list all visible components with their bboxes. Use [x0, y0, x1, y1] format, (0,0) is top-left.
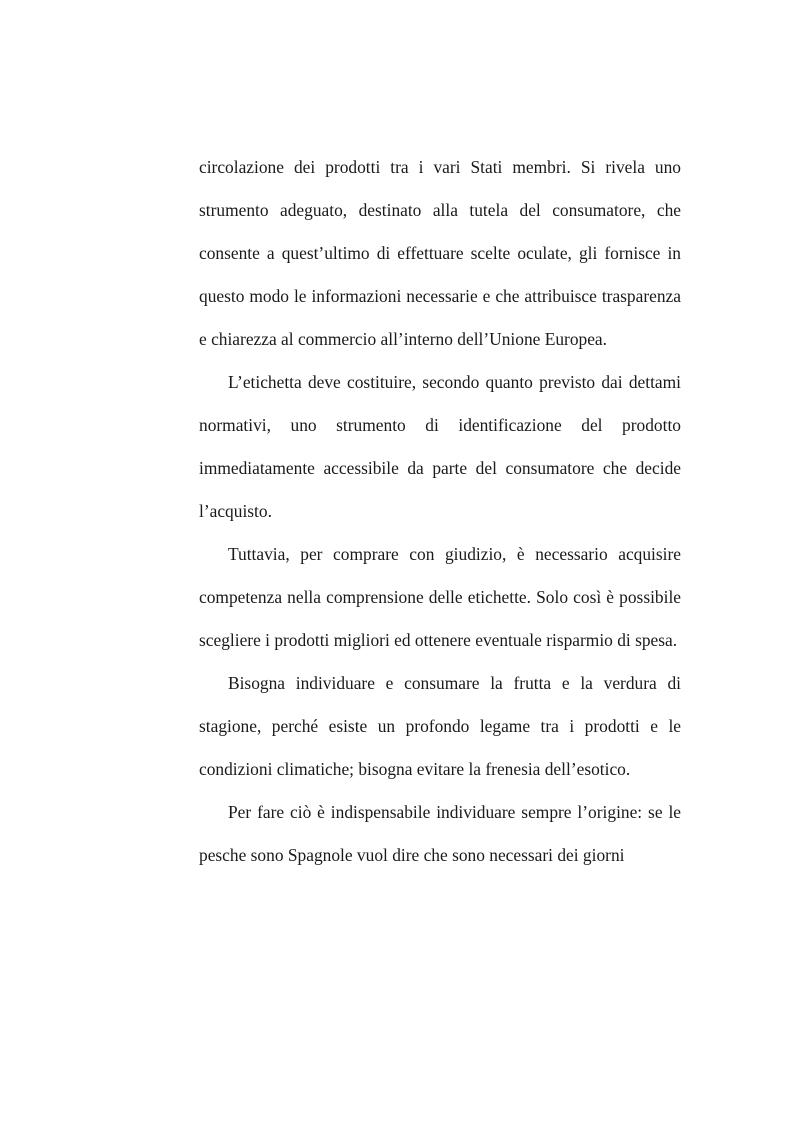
paragraph-tuttavia: Tuttavia, per comprare con giudizio, è necessario acquisire competenza nella comprensione delle etichette. Solo così è possibile scegliere i prodotti migliori ed ottenere eventuale risparmio di spesa.	[199, 544, 681, 650]
body-text	[199, 146, 681, 877]
paragraph-bisogna: Bisogna individuare e consumare la frutta e la verdura di stagione, perché esiste un profondo legame tra i prodotti e le condizioni climatiche; bisogna evitare la frenesia dell’esotico.	[199, 673, 681, 779]
paragraph-continuation: circolazione dei prodotti tra i vari Stati membri. Si rivela uno strumento adeguato, destinato alla tutela del consumatore, che consente a quest’ultimo di effettuare scelte oculate, gli fornisce in questo modo le informazioni necessarie e che attribuisce trasparenza e chiarezza al commercio all’interno dell’Unione Europea.	[199, 157, 681, 349]
paragraph-etichetta: L’etichetta deve costituire, secondo quanto previsto dai dettami normativi, uno strumento di identificazione del prodotto immediatamente accessibile da parte del consumatore che decide l’acquisto.	[199, 372, 681, 521]
paragraph-origine: Per fare ciò è indispensabile individuare sempre l’origine: se le pesche sono Spagnole vuol dire che sono necessari dei giorni	[199, 802, 681, 865]
